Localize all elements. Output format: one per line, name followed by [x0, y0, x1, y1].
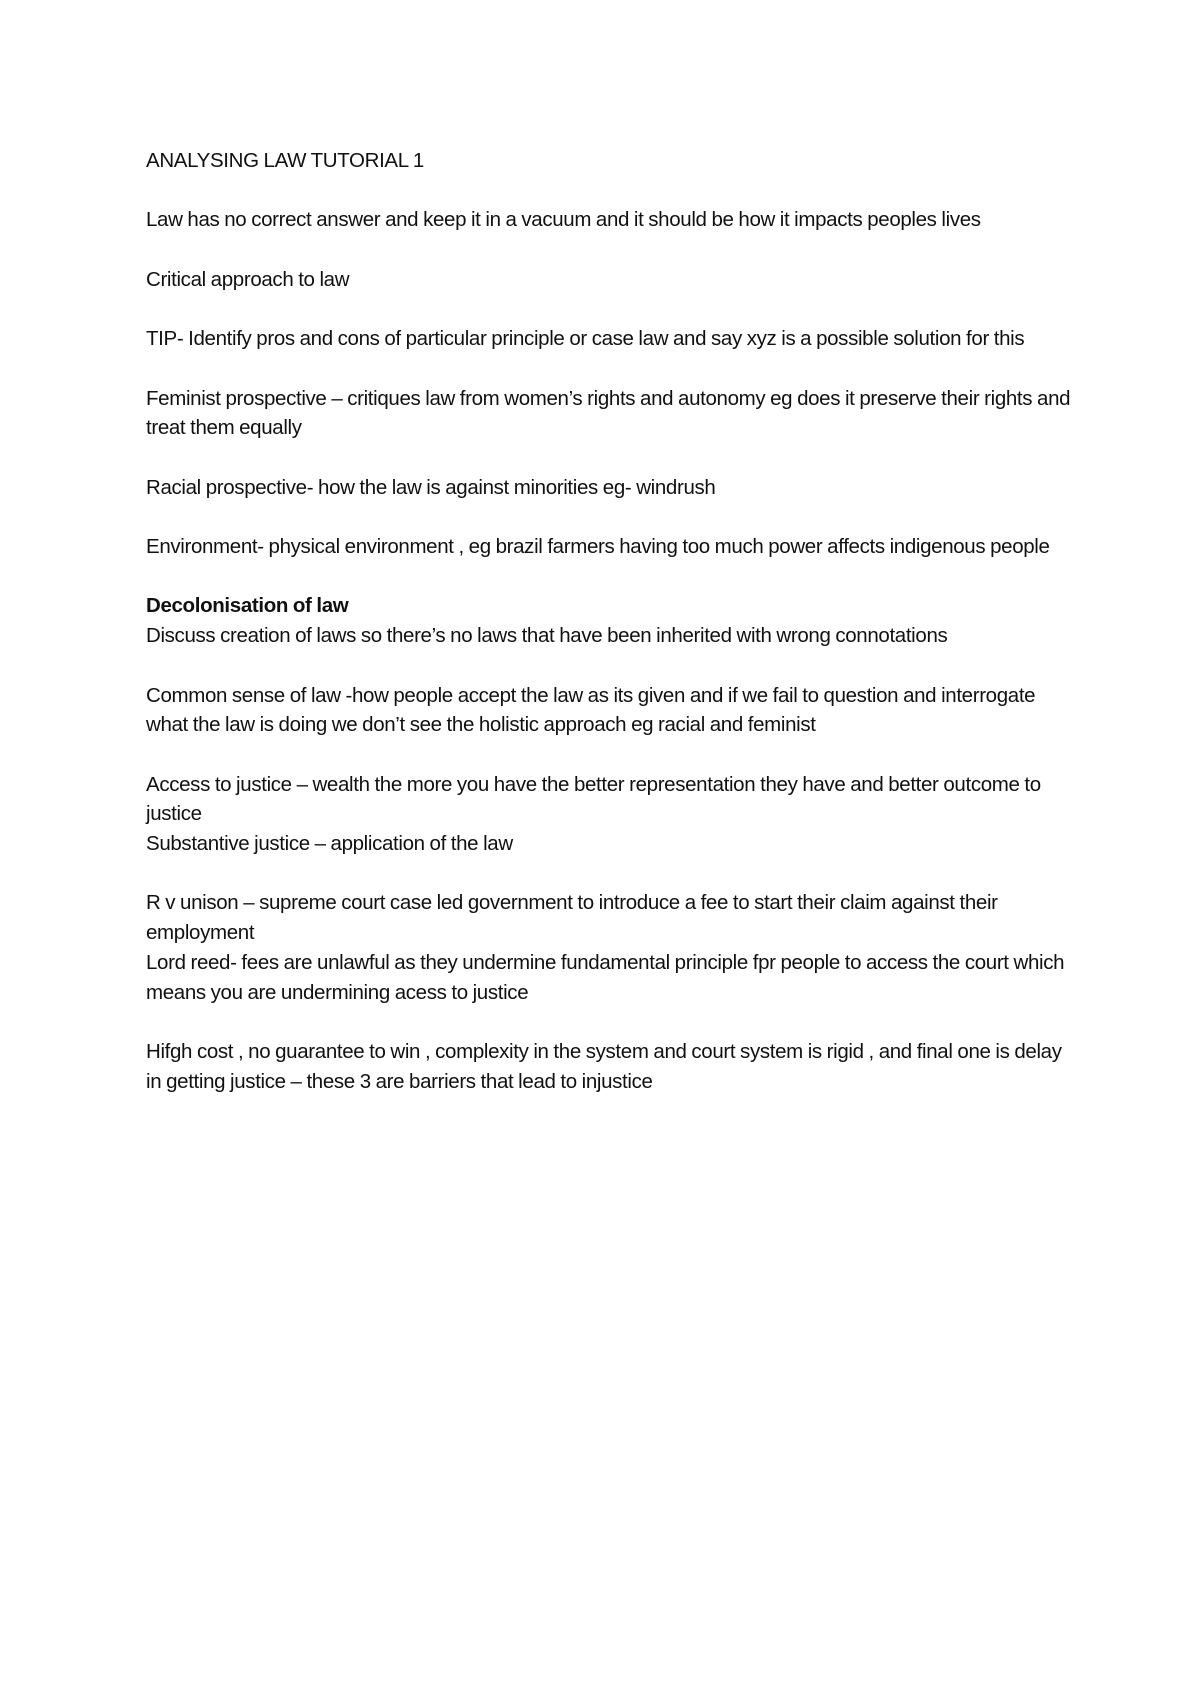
- paragraph-access-to-justice: Access to justice – wealth the more you have the better representation they have and better outcome to justice: [146, 772, 1041, 826]
- paragraph-substantive-justice: Substantive justice – application of the law: [146, 832, 513, 856]
- heading-decolonisation: Decolonisation of law: [146, 594, 349, 618]
- paragraph-feminist-perspective: Feminist prospective – critiques law from women’s rights and autonomy eg does it preserve their rights and treat them equally: [146, 386, 1071, 440]
- document-body: [146, 146, 1076, 1126]
- paragraph-tip: TIP- Identify pros and cons of particular principle or case law and say xyz is a possible solution for this: [146, 327, 1025, 351]
- paragraph-law-no-correct-answer: Law has no correct answer and keep it in a vacuum and it should be how it impacts peoples lives: [146, 208, 981, 232]
- paragraph-decolonisation: Discuss creation of laws so there’s no laws that have been inherited with wrong connotations: [146, 624, 948, 648]
- document-title: ANALYSING LAW TUTORIAL 1: [146, 149, 424, 172]
- paragraph-r-v-unison: R v unison – supreme court case led government to introduce a fee to start their claim against their employment: [146, 891, 998, 945]
- paragraph-critical-approach: Critical approach to law: [146, 267, 350, 291]
- paragraph-common-sense: Common sense of law -how people accept the law as its given and if we fail to question and interrogate what the law is doing we don’t see the holistic approach eg racial and feminist: [146, 683, 1036, 737]
- paragraph-barriers: Hifgh cost , no guarantee to win , complexity in the system and court system is rigid , and final one is delay in getting justice – these 3 are barriers that lead to injustice: [146, 1039, 1062, 1093]
- paragraph-environment: Environment- physical environment , eg brazil farmers having too much power affects indigenous people: [146, 535, 1050, 559]
- paragraph-racial-perspective: Racial prospective- how the law is against minorities eg- windrush: [146, 475, 716, 499]
- paragraph-lord-reed: Lord reed- fees are unlawful as they undermine fundamental principle fpr people to access the court which means you are undermining acess to justice: [146, 950, 1065, 1004]
